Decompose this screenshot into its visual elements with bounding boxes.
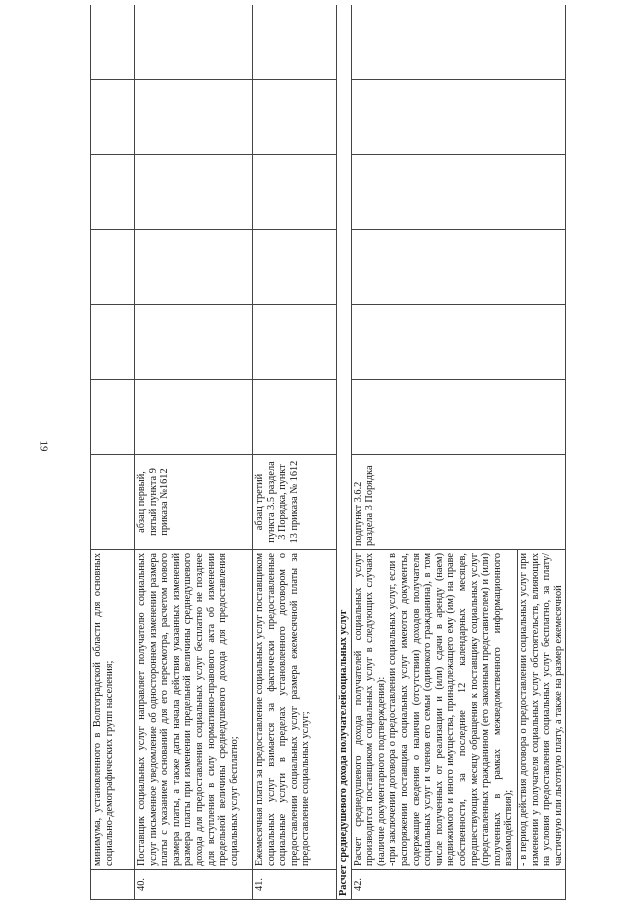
row-number: 40. — [135, 870, 253, 900]
empty-cell — [253, 230, 337, 305]
requirements-table — [90, 5, 566, 900]
row-text: Поставщик социальных услуг направляет получателю социальных услуг письменное уведомление об одностороннем изменении размера платы с указанием оснований для его пересмотра, расчетом нового размера платы, а также даты начала действия указанных изменений размера платы при изменении предельной величины среднедушевого дохода для предоставления социальных услуг бесплатно не позднее для вступления в силу нормативно-правового акта об изменении предельной величины среднедушевого дохода для предоставления социальных услуг бесплатно; — [135, 550, 253, 870]
page-number: 19 — [37, 440, 50, 452]
empty-cell — [351, 5, 566, 80]
row-bullet: -при заключении договора о предоставлении социальных услуг, если в распоряжении поставщика социальных услуг имеются документы, содержащие сведения о наличии (отсутствии) доходов получателя социальных услуг и членов его семьи (одинокого гражданина), в том числе полученных от реализации и (или) сдачи в аренду (наем) недвижимого и иного имущества, принадлежащего ему (им) на праве собственности, за последние 12 календарных месяцев, предшествующих месяцу обращения к поставщику социальных услуг (представленных гражданином (его законным представителем) и (или) полученных в рамках межведомственного информационного взаимодействия); — [387, 553, 515, 866]
row-text: минимума, установленного в Волгоградской области для основных социально-демографических групп населения; — [91, 550, 135, 870]
row-text — [351, 550, 566, 870]
row-reference: абзац первый, пятый пункта 9 приказа №1612 — [135, 455, 253, 550]
table-row — [351, 5, 566, 900]
table-row — [91, 5, 135, 900]
empty-cell — [351, 230, 566, 305]
empty-cell — [135, 380, 253, 455]
row-reference — [91, 455, 135, 550]
row-number: 42. — [351, 870, 566, 900]
empty-cell — [253, 155, 337, 230]
table-viewport — [90, 5, 620, 900]
empty-cell — [91, 230, 135, 305]
row-number — [91, 870, 135, 900]
row-reference: абзац третий пункта 3.5 раздела 3 Порядка, пункт 13 приказа № 1612 — [253, 455, 337, 550]
empty-cell — [351, 305, 566, 380]
empty-cell — [351, 380, 566, 455]
empty-cell — [91, 380, 135, 455]
empty-cell — [135, 155, 253, 230]
row-intro: Расчет среднедушевого дохода получателей социальных услуг производится поставщиком социальных услуг в следующих случаях (наличие документарного подтверждения): — [352, 553, 387, 866]
empty-cell — [135, 80, 253, 155]
empty-cell — [135, 305, 253, 380]
row-reference: подпункт 3.6.2 раздела 3 Порядка — [351, 455, 566, 550]
empty-cell — [253, 5, 337, 80]
empty-cell — [91, 305, 135, 380]
empty-cell — [351, 80, 566, 155]
table-row — [135, 5, 253, 900]
empty-cell — [253, 305, 337, 380]
empty-cell — [351, 155, 566, 230]
section-row — [337, 5, 352, 900]
row-bullet: - в период действия договора о предоставлении социальных услуг при изменении у получателя социальных услуг обстоятельств, влияющих на условия предоставления социальных услуг бесплатно, за плату/частичную или льготную плату, а также на размер ежемесячной — [517, 550, 564, 869]
empty-cell — [135, 230, 253, 305]
empty-cell — [91, 80, 135, 155]
table-row — [253, 5, 337, 900]
empty-cell — [91, 155, 135, 230]
empty-cell — [91, 5, 135, 80]
row-number: 41. — [253, 870, 337, 900]
section-title: Расчет среднедушевого дохода получателейсоциальных услуг — [337, 5, 352, 900]
row-text: Ежемесячная плата за предоставление социальных услуг поставщиком социальных услуг взимается за фактически предоставленные социальные услуги в пределах установленного договором о предоставлении социальных услуг размера ежемесячной платы за предоставление социальных услуг; — [253, 550, 337, 870]
empty-cell — [253, 80, 337, 155]
empty-cell — [135, 5, 253, 80]
empty-cell — [253, 380, 337, 455]
rotated-table-container — [90, 5, 620, 900]
